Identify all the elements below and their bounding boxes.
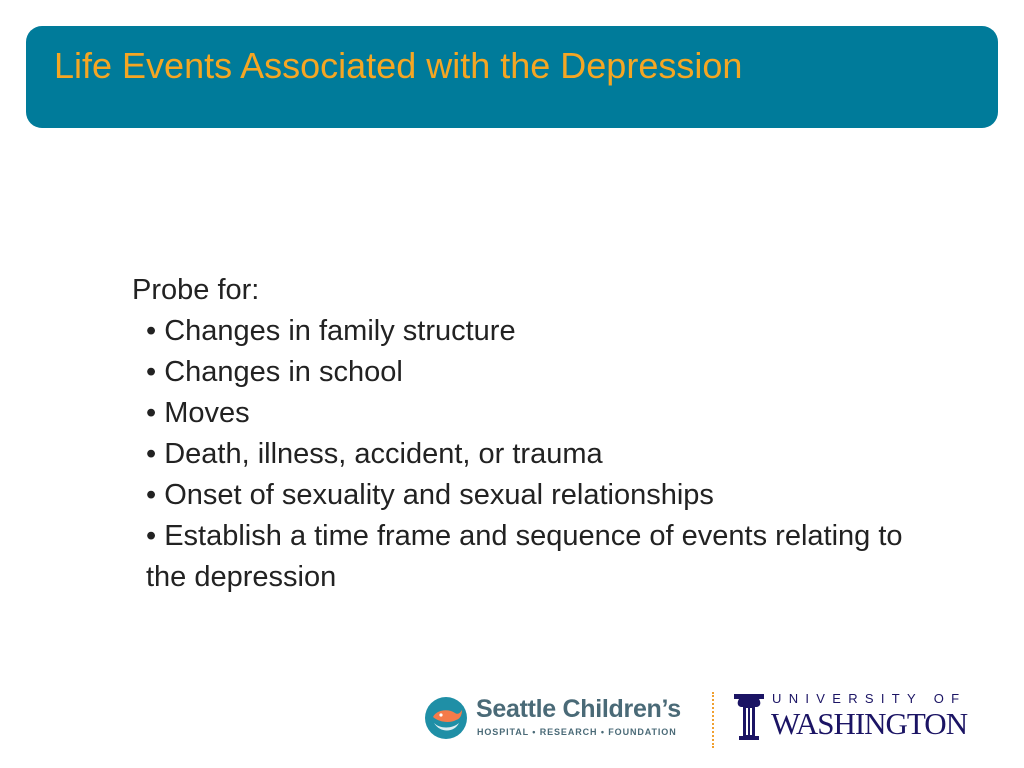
seattle-childrens-tagline: HOSPITAL • RESEARCH • FOUNDATION — [477, 727, 677, 737]
uw-logo-top: UNIVERSITY OF — [772, 691, 967, 706]
uw-column-icon — [732, 690, 766, 742]
bullet-item: • Establish a time frame and sequence of events relating to the depression — [146, 520, 903, 593]
title-bar — [26, 26, 998, 128]
logo-divider — [712, 692, 714, 748]
slide-title: Life Events Associated with the Depression — [54, 45, 743, 86]
whale-icon — [424, 696, 468, 740]
slide-body — [132, 270, 912, 598]
uw-logo-bottom: WASHINGTON — [771, 706, 968, 741]
uw-logo — [732, 686, 968, 750]
bullet-item: • Onset of sexuality and sexual relationships — [146, 479, 714, 511]
probe-intro: Probe for: — [132, 274, 260, 306]
seattle-childrens-logo — [420, 694, 700, 744]
footer-logos — [420, 686, 968, 750]
bullet-item: • Moves — [146, 397, 250, 429]
bullet-list — [132, 311, 912, 598]
seattle-childrens-name: Seattle Children’s — [476, 695, 681, 723]
bullet-item: • Changes in school — [146, 356, 403, 388]
bullet-item: • Changes in family structure — [146, 315, 516, 347]
bullet-item: • Death, illness, accident, or trauma — [146, 438, 603, 470]
